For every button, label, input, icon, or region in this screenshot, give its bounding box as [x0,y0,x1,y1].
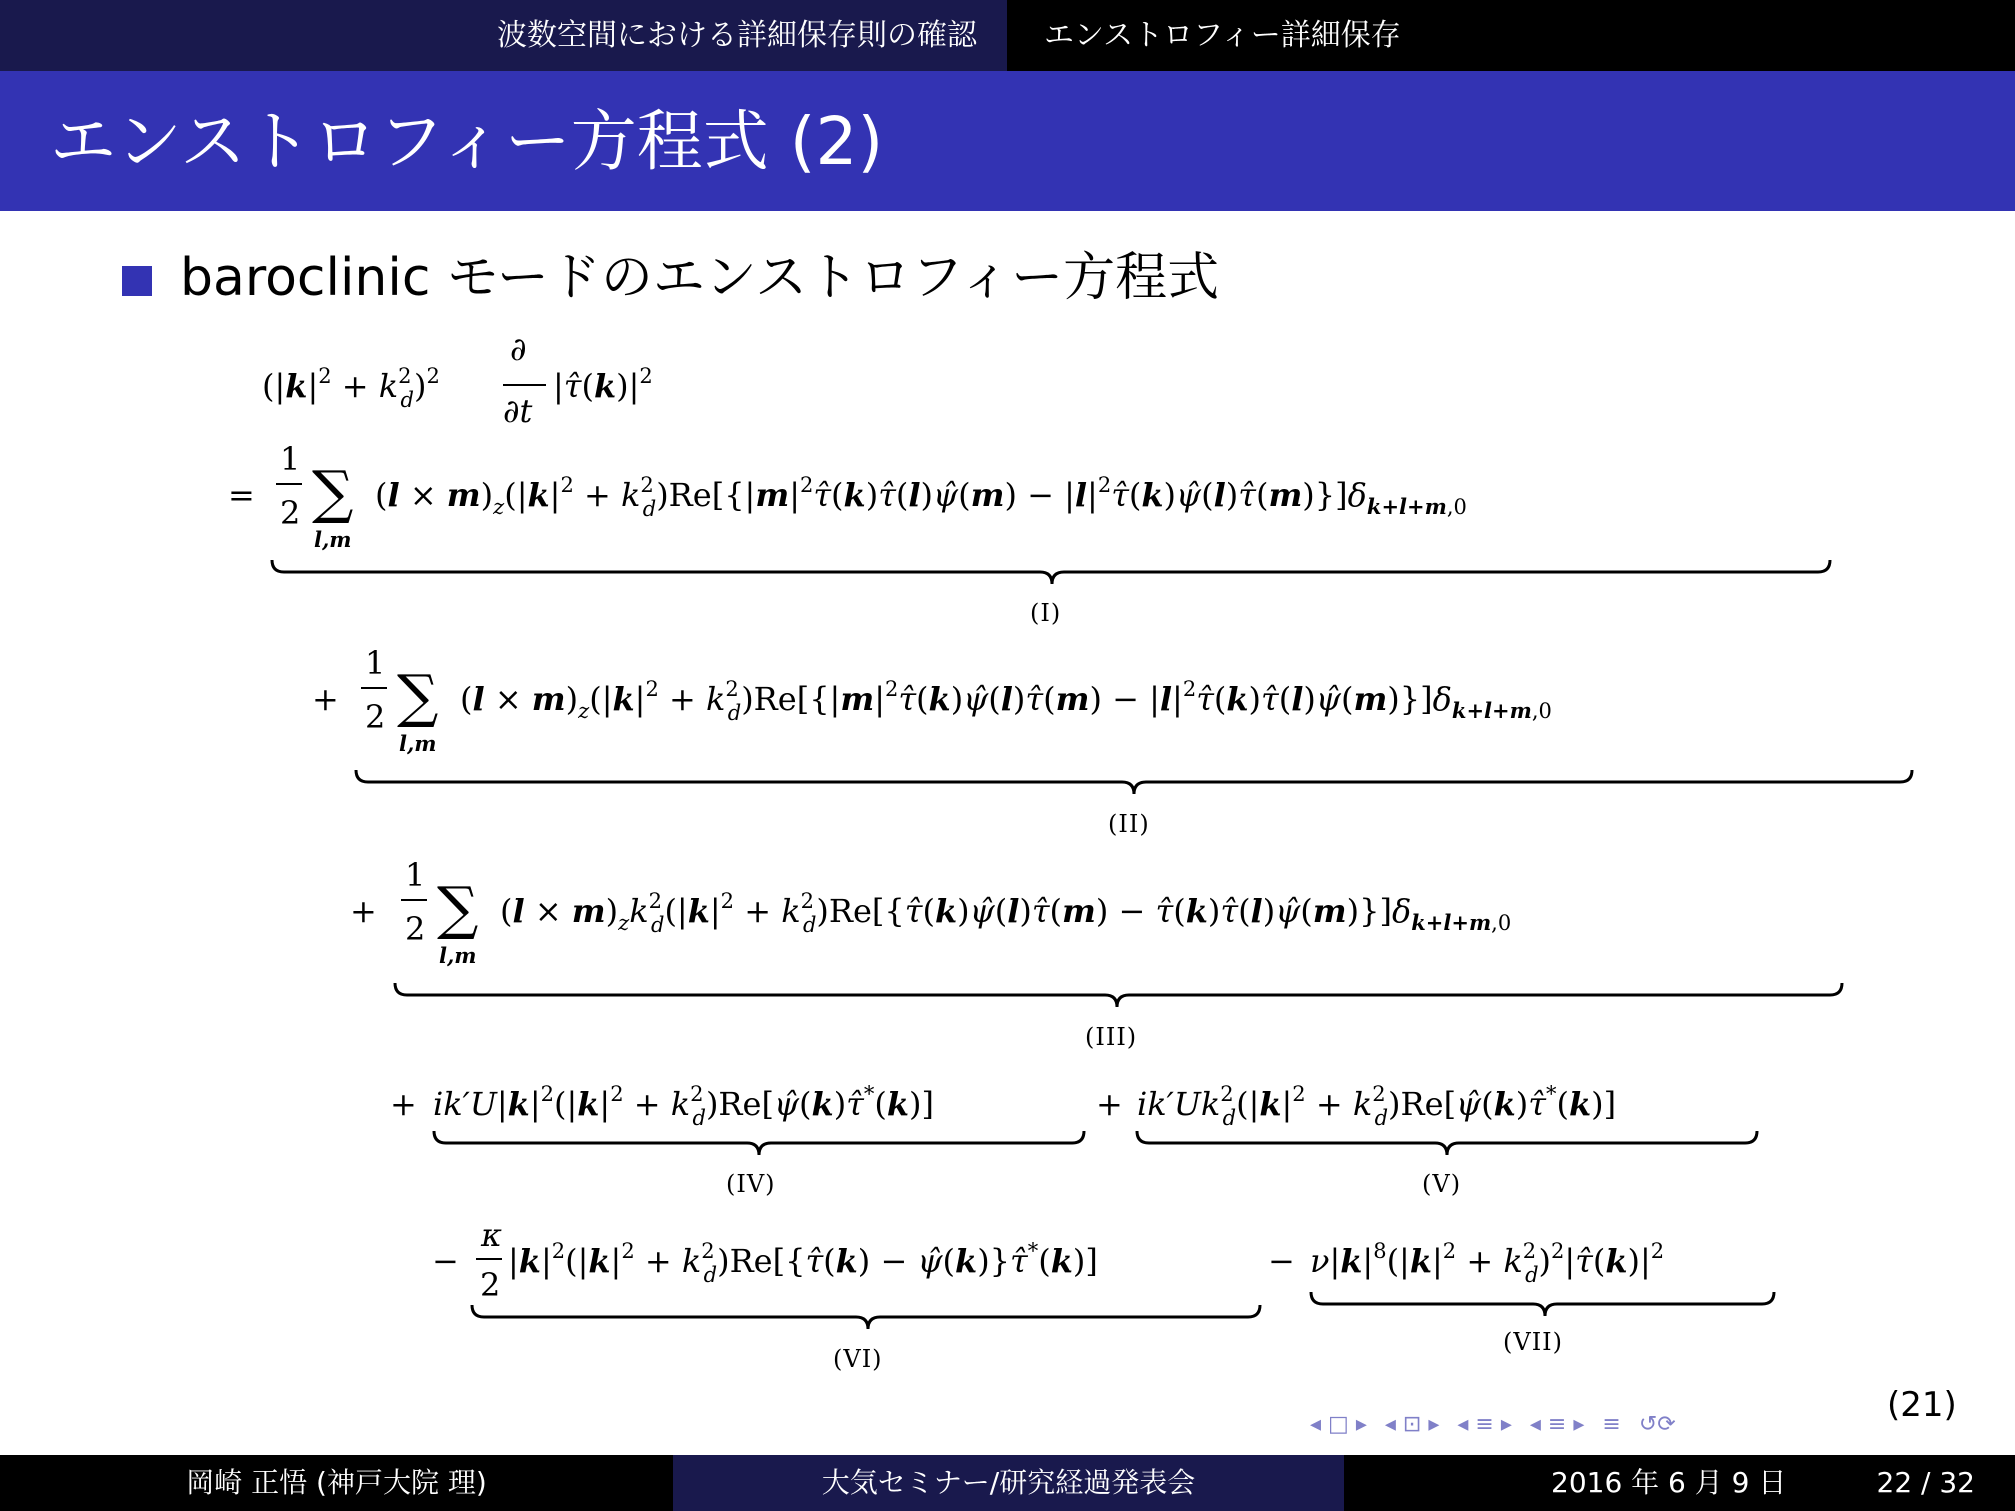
svg-text:ik′U|k|2(|k|2 + k2d)Re[ψ̂(k)τ̂: $ik'U|k|^2(|k|^2 + k^2$ d)Re[ψ̂(k)τ̂*(k)] [433,1082,934,1130]
svg-text:2: 2 [405,910,426,948]
svg-text:(|k|2 + k2d)2: ($|k|^2 + k^2$ d)$^2$ [262,364,440,412]
svg-text:1: 1 [405,856,426,894]
nav-section-current[interactable]: 波数空間における詳細保存則の確認 [0,0,1007,71]
svg-text:κ: κ [481,1216,502,1254]
label-term-II: (II) [1108,810,1150,838]
equation-number: (21) [1887,1385,1957,1425]
equation-term-I [228,440,1830,627]
svg-text:∑: ∑ [312,458,354,526]
svg-text:2: 2 [280,494,301,532]
svg-text:(l × m)zk2d(|k|2 + k2d)Re[{τ̂(: $(l \times m)_zk^2$ $d(|k|^2 + k^2$ d)Re[{τ̂(k)ψ̂(l)τ̂(m) − $\taû(k)\taû(l)\psî(m)\}]\delta_{k+l+m},0$ [500,889,1512,937]
nav-subsection[interactable]: エンストロフィー詳細保存 [1007,0,2015,71]
label-term-III: (III) [1085,1023,1138,1051]
footer-page-number: 22 / 32 [1876,1466,1975,1499]
equation-terms-IV-V [390,1082,1757,1198]
svg-text:+: + [1096,1085,1123,1123]
svg-text:(l × m)z(|k|2 + k2d)Re[{|m|2τ̂: $(l \times m)_z(|k|^2 + k^2$ $d)Re[\{|m|^2\taû(k)\psî(l)\taû(m)$ − $|l|^2\taû(k)\taû(l)\psî(m)\}]\delta_{k+l+m},0$ [460,677,1552,725]
svg-text:ik′Uk2d(|k|2 + k2d)Re[ψ̂(k)τ̂*: ik′Uk$^2$ $d(|k|^2 + k^2$ d)Re[ψ̂(k)τ̂*(k)] [1137,1082,1617,1130]
label-term-V: (V) [1422,1170,1462,1198]
svg-text:∑: ∑ [397,662,439,730]
beamer-nav-symbols [1310,1410,1676,1440]
nav-search-back-icon[interactable]: ↺⟳ [1638,1412,1676,1437]
nav-section-icon[interactable]: ◂ ≡ ▸ [1457,1412,1512,1437]
svg-text:∑: ∑ [437,874,479,942]
svg-text:(l × m)z(|k|2 + k2d)Re[{|m|2τ̂: $(l \times m)_z(|k|^2 + k^2$ $d)Re[\{|m|^2\taû(k)\taû(l)\psî(m)$ − $|l|^2\taû(k)\psî(l)\taû(m)\}]\delta_{k+l+m},0$ [375,473,1467,521]
svg-text:−: − [432,1242,459,1280]
nav-document-icon[interactable]: ◂ ≡ ▸ [1529,1412,1585,1437]
equation-terms-VI-VII [432,1216,1774,1373]
svg-text:2: 2 [365,698,386,736]
svg-text:+: + [312,680,339,718]
nav-frame-icon[interactable]: ◂ □ ▸ [1310,1412,1367,1437]
svg-text:∂t: ∂t [503,392,533,430]
svg-text:1: 1 [280,440,301,478]
slide-title: エンストロフィー方程式 (2) [50,103,884,180]
label-term-VII: (VII) [1503,1328,1564,1356]
slide-footer [0,1455,2015,1511]
label-term-I: (I) [1030,599,1062,627]
svg-text:l,m: l,m [439,943,477,968]
svg-text:2: 2 [480,1266,501,1304]
svg-text:l,m: l,m [399,731,437,756]
svg-text:+: + [350,892,377,930]
equation-term-II [312,644,1912,838]
equation-term-III [350,856,1842,1051]
svg-text:ν|k|8(|k|2 + k2d)2|τ̂(k)|2: $\nu|k|^8(|k|^2 + k^2$ $d)^2|\taû(k)|^2$ [1310,1239,1665,1287]
svg-text:l,m: l,m [314,527,352,552]
svg-text:∂: ∂ [510,330,527,368]
bullet-text: baroclinic モードのエンストロフィー方程式 [180,248,1220,308]
svg-text:−: − [1268,1242,1295,1280]
footer-date: 2016 年 6 月 9 日 [1551,1466,1787,1499]
nav-subsection-icon[interactable]: ◂ ⊡ ▸ [1384,1412,1440,1437]
label-term-VI: (VI) [833,1345,883,1373]
svg-text:+: + [390,1085,417,1123]
svg-text:=: = [228,476,255,514]
nav-outline-icon[interactable]: ≡ [1602,1412,1621,1437]
svg-text:1: 1 [365,644,386,682]
footer-event: 大気セミナー/研究経過発表会 [673,1455,1344,1511]
svg-text:|τ̂(k)|2: $|\taû(k)|^2$ [553,364,653,405]
footer-author: 岡崎 正悟 (神戸大院 理) [0,1455,673,1511]
label-term-IV: (IV) [726,1170,776,1198]
svg-text:|k|2(|k|2 + k2d)Re[{τ̂(k) − ψ̂: $|k|^2(|k|^2 + k^2$ d)Re[{τ̂(k) − ψ̂(k)}τ̂*(k)] [508,1239,1098,1287]
footer-date-page [1344,1455,2015,1511]
equation-lhs [262,330,653,430]
